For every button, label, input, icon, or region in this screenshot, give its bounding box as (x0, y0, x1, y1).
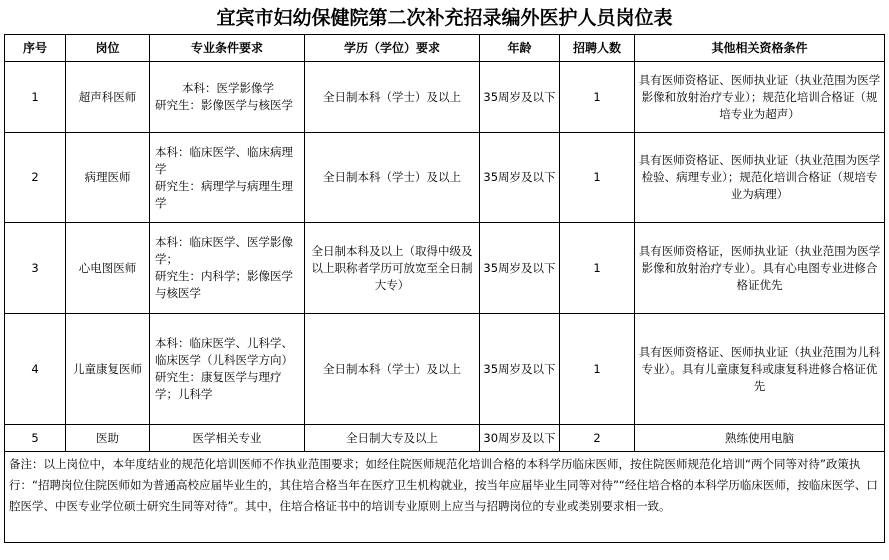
header-edu: 学历（学位）要求 (305, 35, 480, 62)
major-grad: 研究生：病理学与病理生理学 (155, 178, 293, 210)
cell-major (150, 62, 305, 133)
cell-major (150, 314, 305, 425)
table-row (5, 425, 885, 452)
cell-seq: 3 (5, 223, 66, 314)
header-seq: 序号 (5, 35, 66, 62)
note-text: 备注：以上岗位中，本年度结业的规范化培训医师不作执业范围要求；如经住院医师规范化培训合格的本科学历临床医师，按住院医师规范化培训“两个同等对待”政策执行：“招聘岗位住院医师如为普通高校应届毕业生的，其住培合格当年在医疗卫生机构就业，按当年应届毕业生同等对待”“经住培合格的本科学历临床医师，按临床医学、口腔医学、中医专业学位硕士研究生同等对待”。其中，住培合格证书中的培训专业原则上应当与招聘岗位的专业或类别要求相一致。 (5, 452, 885, 543)
cell-seq: 1 (5, 62, 66, 133)
cell-age: 35周岁及以下 (480, 314, 560, 425)
cell-age: 35周岁及以下 (480, 223, 560, 314)
cell-other: 熟练使用电脑 (635, 425, 885, 452)
table-header-row (5, 35, 885, 62)
cell-count: 1 (560, 62, 635, 133)
header-post: 岗位 (66, 35, 150, 62)
major-grad: 研究生：内科学；影像医学与核医学 (155, 269, 293, 300)
cell-other: 具有医师资格证，医师执业证（执业范围为医学影像和放射治疗专业）。具有心电图专业进修合格证优先 (635, 223, 885, 314)
major-undergrad: 本科：临床医学、儿科学、临床医学（儿科医学方向） (155, 336, 293, 367)
table-row (5, 223, 885, 314)
cell-other: 具有医师资格证、医师执业证（执业范围为儿科专业）。具有儿童康复科或康复科进修合格证优先 (635, 314, 885, 425)
cell-major (150, 133, 305, 223)
cell-post: 超声科医师 (66, 62, 150, 133)
cell-seq: 2 (5, 133, 66, 223)
cell-post: 心电图医师 (66, 223, 150, 314)
cell-edu: 全日制本科及以上（取得中级及以上职称者学历可放宽至全日制大专） (305, 223, 480, 314)
cell-seq: 4 (5, 314, 66, 425)
cell-age: 35周岁及以下 (480, 62, 560, 133)
cell-count: 2 (560, 425, 635, 452)
table-row (5, 62, 885, 133)
cell-edu: 全日制本科（学士）及以上 (305, 314, 480, 425)
table-row (5, 133, 885, 223)
major-undergrad: 本科：医学影像学 (182, 81, 274, 95)
table-row (5, 314, 885, 425)
cell-edu: 全日制大专及以上 (305, 425, 480, 452)
cell-other: 具有医师资格证、医师执业证（执业范围为医学检验、病理专业）；规范化培训合格证（规培专业为病理） (635, 133, 885, 223)
major-undergrad: 本科：临床医学、临床病理学 (155, 144, 293, 176)
major-undergrad: 本科：临床医学、医学影像学； (155, 235, 293, 266)
cell-other: 具有医师资格证、医师执业证（执业范围为医学影像和放射治疗专业）；规范化培训合格证（规培专业为超声） (635, 62, 885, 133)
cell-major: 医学相关专业 (150, 425, 305, 452)
cell-edu: 全日制本科（学士）及以上 (305, 62, 480, 133)
major-grad: 研究生：影像医学与核医学 (155, 98, 293, 112)
cell-age: 30周岁及以下 (480, 425, 560, 452)
cell-major (150, 223, 305, 314)
cell-count: 1 (560, 133, 635, 223)
positions-table (4, 34, 885, 543)
cell-age: 35周岁及以下 (480, 133, 560, 223)
cell-post: 儿童康复医师 (66, 314, 150, 425)
cell-post: 病理医师 (66, 133, 150, 223)
cell-seq: 5 (5, 425, 66, 452)
cell-edu: 全日制本科（学士）及以上 (305, 133, 480, 223)
header-other: 其他相关资格条件 (635, 35, 885, 62)
page-title: 宜宾市妇幼保健院第二次补充招录编外医护人员岗位表 (216, 7, 673, 29)
cell-count: 1 (560, 223, 635, 314)
header-age: 年龄 (480, 35, 560, 62)
header-major: 专业条件要求 (150, 35, 305, 62)
note-row (5, 452, 885, 543)
major-grad: 研究生：康复医学与理疗学；儿科学 (155, 370, 282, 401)
cell-post: 医助 (66, 425, 150, 452)
header-count: 招聘人数 (560, 35, 635, 62)
cell-count: 1 (560, 314, 635, 425)
